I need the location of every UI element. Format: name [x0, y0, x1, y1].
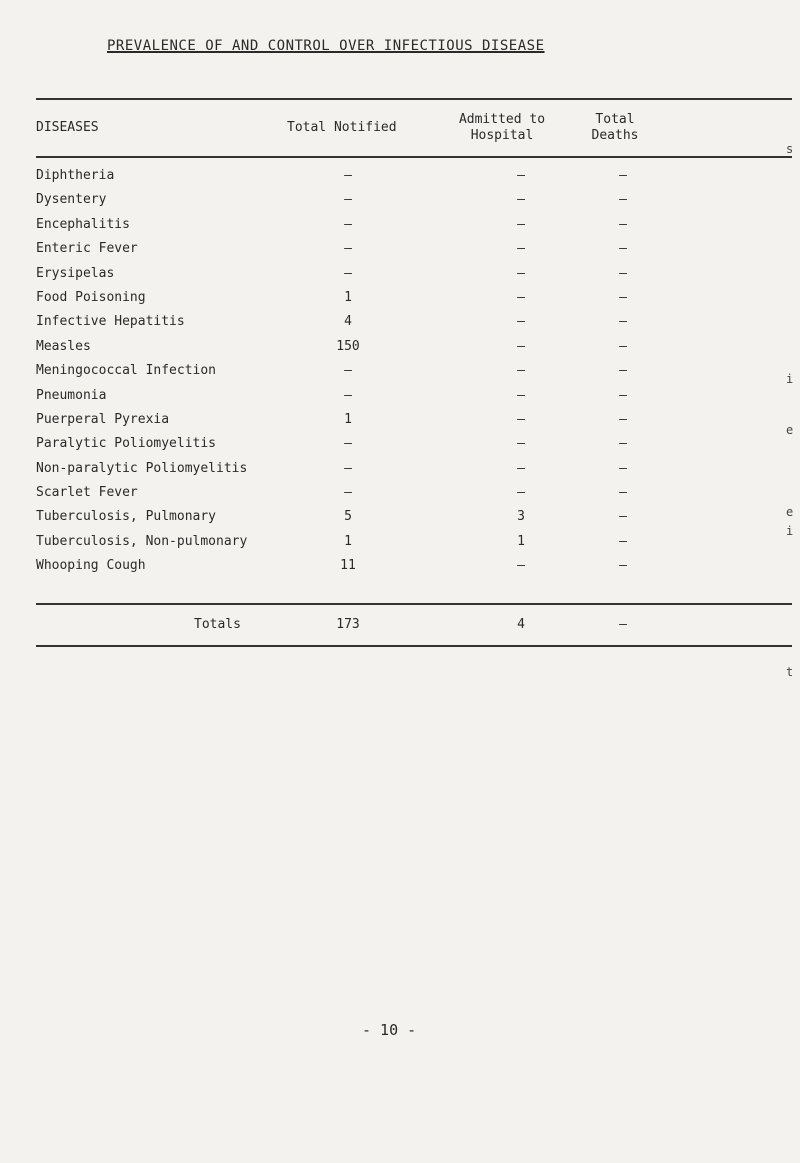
admitted-value: – [517, 436, 525, 452]
notified-value: – [344, 485, 352, 501]
deaths-value: – [619, 436, 627, 452]
disease-name: Meningococcal Infection [36, 363, 217, 379]
deaths-value: – [619, 338, 627, 354]
table-row [36, 192, 796, 216]
table-row [36, 388, 796, 412]
notified-value: – [344, 436, 352, 452]
table-row [36, 314, 796, 338]
admitted-value: – [517, 411, 525, 427]
page-number: - 10 - [362, 1021, 417, 1039]
table-row [36, 461, 796, 485]
table-row [36, 266, 796, 290]
admitted-value: – [517, 387, 525, 403]
deaths-value: – [619, 265, 627, 281]
margin-fragment: i [786, 524, 794, 538]
notified-value: – [344, 241, 352, 257]
header-total-notified: Total Notified [287, 120, 397, 135]
disease-name: Measles [36, 338, 91, 354]
notified-value: – [344, 363, 352, 379]
admitted-value: 3 [517, 509, 525, 525]
margin-fragment: t [786, 665, 794, 679]
notified-value: 11 [340, 558, 356, 574]
notified-value: 5 [344, 509, 352, 525]
admitted-value: – [517, 363, 525, 379]
totals-admitted: 4 [517, 617, 525, 632]
table-row [36, 217, 796, 241]
margin-fragment: e [786, 423, 794, 437]
admitted-value: – [517, 241, 525, 257]
deaths-value: – [619, 314, 627, 330]
deaths-value: – [619, 192, 627, 208]
disease-name: Paralytic Poliomyelitis [36, 436, 217, 452]
deaths-value: – [619, 241, 627, 257]
margin-fragment: i [786, 372, 794, 386]
admitted-value: – [517, 558, 525, 574]
margin-fragment: s [786, 142, 794, 156]
notified-value: 1 [344, 533, 352, 549]
disease-name: Diphtheria [36, 168, 115, 183]
disease-name: Whooping Cough [36, 558, 146, 574]
table-row [36, 168, 796, 192]
deaths-value: – [619, 558, 627, 574]
disease-name: Pneumonia [36, 387, 107, 403]
disease-name: Infective Hepatitis [36, 314, 185, 330]
margin-fragment: e [786, 505, 794, 519]
table-row [36, 339, 796, 363]
totals-row [36, 617, 796, 637]
deaths-value: – [619, 460, 627, 476]
notified-value: 150 [336, 338, 360, 354]
admitted-value: – [517, 216, 525, 232]
admitted-value: – [517, 460, 525, 476]
table-row [36, 558, 796, 582]
table-row [36, 412, 796, 436]
notified-value: – [344, 460, 352, 476]
totals-label: Totals [194, 617, 241, 632]
totals-top-rule [36, 603, 792, 605]
totals-notified: 173 [336, 617, 360, 632]
notified-value: – [344, 387, 352, 403]
disease-name: Tuberculosis, Pulmonary [36, 509, 217, 525]
disease-name: Encephalitis [36, 216, 130, 232]
header-deaths-line1: Total [595, 112, 635, 127]
totals-deaths: – [619, 617, 627, 632]
disease-name: Non-paralytic Poliomyelitis [36, 460, 248, 476]
deaths-value: – [619, 216, 627, 232]
disease-name: Enteric Fever [36, 241, 138, 257]
disease-name: Puerperal Pyrexia [36, 411, 170, 427]
header-admitted [447, 112, 557, 144]
table-row [36, 485, 796, 509]
deaths-value: – [619, 485, 627, 501]
admitted-value: – [517, 338, 525, 354]
totals-bottom-rule [36, 645, 792, 647]
disease-name: Dysentery [36, 192, 107, 208]
page-title: PREVALENCE OF AND CONTROL OVER INFECTIOUS DISEASE [107, 38, 545, 54]
notified-value: – [344, 192, 352, 208]
table-row [36, 241, 796, 265]
admitted-value: – [517, 485, 525, 501]
admitted-value: – [517, 192, 525, 208]
admitted-value: – [517, 265, 525, 281]
table-row [36, 436, 796, 460]
header-admitted-line2: Hospital [470, 128, 534, 143]
table-row [36, 363, 796, 387]
header-bottom-rule [36, 156, 792, 158]
table-row [36, 534, 796, 558]
notified-value: – [344, 265, 352, 281]
table-top-rule [36, 98, 792, 100]
notified-value: 1 [344, 289, 352, 305]
notified-value: – [344, 168, 352, 183]
notified-value: 1 [344, 411, 352, 427]
notified-value: 4 [344, 314, 352, 330]
admitted-value: 1 [517, 533, 525, 549]
deaths-value: – [619, 509, 627, 525]
admitted-value: – [517, 314, 525, 330]
deaths-value: – [619, 168, 627, 183]
deaths-value: – [619, 363, 627, 379]
admitted-value: – [517, 289, 525, 305]
header-deaths-line2: Deaths [591, 128, 639, 143]
disease-name: Scarlet Fever [36, 485, 138, 501]
disease-name: Food Poisoning [36, 289, 146, 305]
notified-value: – [344, 216, 352, 232]
disease-name: Tuberculosis, Non-pulmonary [36, 533, 248, 549]
header-admitted-line1: Admitted to [458, 112, 546, 127]
deaths-value: – [619, 533, 627, 549]
deaths-value: – [619, 387, 627, 403]
admitted-value: – [517, 168, 525, 183]
header-deaths [580, 112, 650, 144]
deaths-value: – [619, 289, 627, 305]
table-row [36, 509, 796, 533]
header-diseases: DISEASES [36, 120, 99, 135]
disease-table-body [36, 168, 796, 583]
disease-name: Erysipelas [36, 265, 115, 281]
deaths-value: – [619, 411, 627, 427]
table-row [36, 290, 796, 314]
